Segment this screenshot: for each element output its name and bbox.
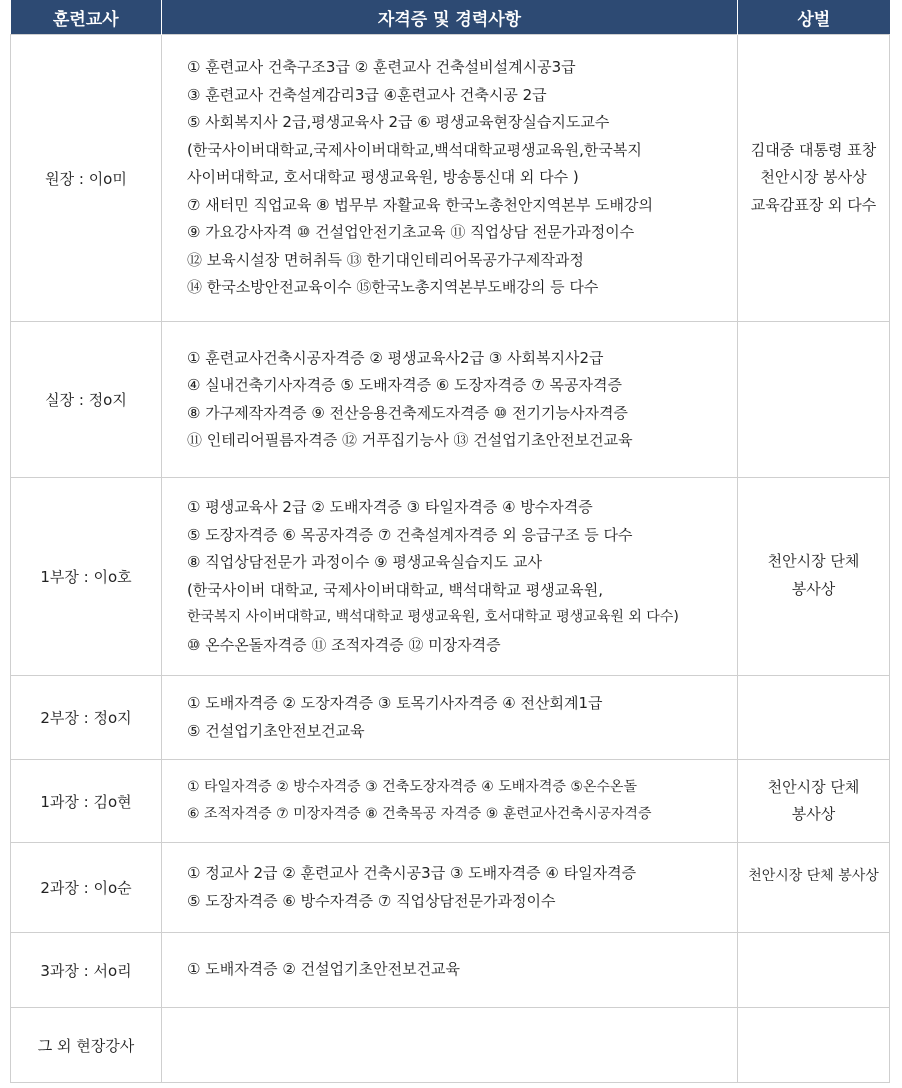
award-line: 김대중 대통령 표창 xyxy=(750,140,877,159)
qualifications-cell xyxy=(162,322,738,478)
qual-line: 한국복지 사이버대학교, 백석대학교 평생교육원, 호서대학교 평생교육원 외 다수) xyxy=(187,609,679,625)
table-row xyxy=(11,35,890,322)
qual-line: ⑨ 가요강사자격 ⑩ 건설업안전기초교육 ⑪ 직업상담 전문가과정이수 xyxy=(187,223,635,242)
awards-cell xyxy=(738,1008,890,1083)
awards-cell xyxy=(738,35,890,322)
qual-line: ⑤ 도장자격증 ⑥ 목공자격증 ⑦ 건축설계자격증 외 응급구조 등 다수 xyxy=(187,525,633,544)
award-line: 봉사상 xyxy=(791,579,836,598)
table-row xyxy=(11,1008,890,1083)
qual-line: ① 훈련교사 건축구조3급 ② 훈련교사 건축설비설계시공3급 xyxy=(187,58,576,77)
teacher-name: 1과장 : 김o현 xyxy=(11,760,162,843)
qualifications-cell xyxy=(162,676,738,760)
qual-line: (한국사이버대학교,국제사이버대학교,백석대학교평생교육원,한국복지 xyxy=(187,140,642,159)
qual-line: ① 도배자격증 ② 도장자격증 ③ 토목기사자격증 ④ 전산회계1급 xyxy=(187,694,603,712)
qual-line: ① 정교사 2급 ② 훈련교사 건축시공3급 ③ 도배자격증 ④ 타일자격증 xyxy=(187,864,637,882)
instructor-table xyxy=(10,0,890,1083)
qual-line: ⑤ 도장자격증 ⑥ 방수자격증 ⑦ 직업상담전문가과정이수 xyxy=(187,891,556,910)
teacher-name: 그 외 현장강사 xyxy=(11,1008,162,1083)
award-line: 천안시장 단체 봉사상 xyxy=(748,868,879,884)
award-line: 천안시장 단체 xyxy=(767,552,860,570)
awards-cell xyxy=(738,478,890,676)
award-line: 천안시장 봉사상 xyxy=(760,168,867,187)
table-row xyxy=(11,843,890,933)
table-row xyxy=(11,322,890,478)
table-row xyxy=(11,760,890,843)
teacher-name: 원장 : 이o미 xyxy=(11,35,162,322)
header-row xyxy=(11,0,890,35)
awards-cell xyxy=(738,760,890,843)
qual-line: ③ 훈련교사 건축설계감리3급 ④훈련교사 건축시공 2급 xyxy=(187,85,547,104)
awards-cell xyxy=(738,933,890,1008)
qualifications-cell xyxy=(162,1008,738,1083)
qual-line: ④ 실내건축기사자격증 ⑤ 도배자격증 ⑥ 도장자격증 ⑦ 목공자격증 xyxy=(187,376,622,394)
awards-cell xyxy=(738,322,890,478)
qual-line: ⑪ 인테리어필름자격증 ⑫ 거푸집기능사 ⑬ 건설업기초안전보건교육 xyxy=(187,431,633,449)
awards-cell xyxy=(738,843,890,933)
qualifications-cell xyxy=(162,933,738,1008)
table-row xyxy=(11,478,890,676)
teacher-name: 1부장 : 이o호 xyxy=(11,478,162,676)
qual-line: ⑤ 사회복지사 2급,평생교육사 2급 ⑥ 평생교육현장실습지도교수 xyxy=(187,113,610,132)
header-qualifications: 자격증 및 경력사항 xyxy=(162,0,738,35)
qual-line: ⑧ 가구제작자격증 ⑨ 전산응용건축제도자격증 ⑩ 전기기능사자격증 xyxy=(187,403,628,422)
qual-line: ⑭ 한국소방안전교육이수 ⑮한국노총지역본부도배강의 등 다수 xyxy=(187,278,599,297)
qual-line: ① 평생교육사 2급 ② 도배자격증 ③ 타일자격증 ④ 방수자격증 xyxy=(187,498,593,516)
table-row xyxy=(11,676,890,760)
teacher-name: 3과장 : 서o리 xyxy=(11,933,162,1008)
header-teacher: 훈련교사 xyxy=(11,0,162,35)
teacher-name: 2부장 : 정o지 xyxy=(11,676,162,760)
qual-line: ① 도배자격증 ② 건설업기초안전보건교육 xyxy=(187,960,461,979)
qual-line: ① 타일자격증 ② 방수자격증 ③ 건축도장자격증 ④ 도배자격증 ⑤온수온돌 xyxy=(187,778,637,795)
qual-line: ⑥ 조적자격증 ⑦ 미장자격증 ⑧ 건축목공 자격증 ⑨ 훈련교사건축시공자격증 xyxy=(187,806,652,822)
qual-line: ⑦ 새터민 직업교육 ⑧ 법무부 자활교육 한국노총천안지역본부 도배강의 xyxy=(187,195,653,214)
awards-cell xyxy=(738,676,890,760)
award-line: 교육감표장 외 다수 xyxy=(750,195,877,214)
teacher-name: 실장 : 정o지 xyxy=(11,322,162,478)
qualifications-cell xyxy=(162,35,738,322)
qual-line: (한국사이버 대학교, 국제사이버대학교, 백석대학교 평생교육원, xyxy=(187,580,603,599)
qual-line: ① 훈련교사건축시공자격증 ② 평생교육사2급 ③ 사회복지사2급 xyxy=(187,348,604,367)
header-awards: 상벌 xyxy=(738,0,890,35)
qualifications-cell xyxy=(162,843,738,933)
qual-line: ⑧ 직업상담전문가 과정이수 ⑨ 평생교육실습지도 교사 xyxy=(187,553,543,571)
teacher-name: 2과장 : 이o순 xyxy=(11,843,162,933)
award-line: 천안시장 단체 xyxy=(767,777,860,796)
qual-line: ⑫ 보육시설장 면허취득 ⑬ 한기대인테리어목공가구제작과정 xyxy=(187,250,584,269)
qual-line: ⑤ 건설업기초안전보건교육 xyxy=(187,721,365,740)
qualifications-cell xyxy=(162,478,738,676)
qual-line: ⑩ 온수온돌자격증 ⑪ 조적자격증 ⑫ 미장자격증 xyxy=(187,635,501,654)
qualifications-cell xyxy=(162,760,738,843)
award-line: 봉사상 xyxy=(791,805,836,823)
qual-line: 사이버대학교, 호서대학교 평생교육원, 방송통신대 외 다수 ) xyxy=(187,168,579,187)
table-row xyxy=(11,933,890,1008)
